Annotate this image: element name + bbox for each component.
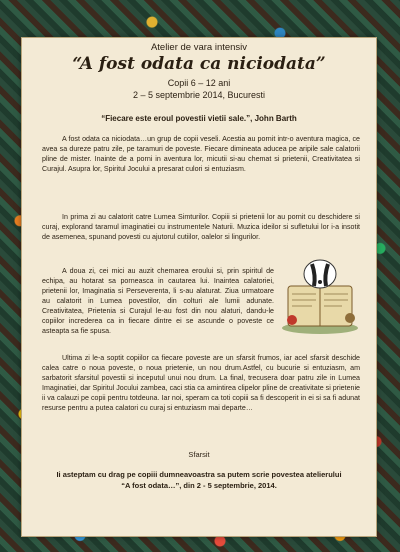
- closing-invitation: Ii asteptam cu drag pe copiii dumneavoastra sa putem scrie povestea atelierului “A fost odata…”, din 2 - 5 septembrie, 2014.: [56, 470, 342, 490]
- poster-title: “A fost odata ca niciodata”: [72, 54, 326, 74]
- poster-paper: [22, 38, 376, 536]
- story-paragraph-1: A fost odata ca niciodata…un grup de copii veseli. Acestia au pornit intr-o aventura magica, ce avea sa dureze patru zile, pe taramuri de poveste. Fiecare dimineata aducea pe aripile sale calatorii pline de mister. Inainte de a porni in aventura lor, micutii si-au chemat si prietenii, Creativitatea si Curajul. Asupra lor, Spiritul Jocului a presarat culori si entuziasm.: [42, 135, 360, 173]
- story-paragraph-3: A doua zi, cei mici au auzit chemarea eroului si, prin spiritul de echipa, au hotarat sa porneasca in cautarea lui. Inaintea calatoriei, prietenii lor, Imaginatia si Perseverenta, li s-au alaturat. Ziua urmatoare au calatorit in Lumea povestilor, din colturi ale lumii adunate. Creativitatea, Prietenia si Curajul le-au fost din nou alaturi, dandu-le copiilor increderea ca in fiecare dintre ei se ascunde o poveste ce asteapta sa fie spusa.: [42, 267, 274, 335]
- epigraph-quote: “Fiecare este eroul povestii vietii sale.”, John Barth: [101, 114, 297, 123]
- age-range: Copii 6 – 12 ani: [167, 78, 231, 88]
- story-paragraph-4: Ultima zi le-a soptit copiilor ca fiecare poveste are un sfarsit frumos, iar acel sfarsit deschide calea catre o noua poveste, o noua prietenie, un nou drum.Astfel, cu bucurie si entuziasm, am sarbatorit sfarsitul povestii si inceputul unui nou drum. La final, trecusera doar patru zile in Lumea Imaginatiei, dar Spiritul Jocului zambea, caci stia ca amintirea clipelor pline de creativitate si prietenie ii va calauzi pe copii pentru totdeuna. Iar noi, speram ca toti copiii sa fi descoperit in ei si sa fi adunat resurse pentru a putea calatori cu curaj si entuziasm mai departe…: [42, 354, 360, 412]
- event-dates: 2 – 5 septembrie 2014, Bucuresti: [132, 90, 266, 100]
- story-end: Sfarsit: [188, 450, 210, 459]
- story-paragraph-2: In prima zi au calatorit catre Lumea Simturilor. Copiii si prietenii lor au pornit cu deschidere si curaj, explorand taramul imaginatiei cu instrumentele Naturii. Muzica ideilor si sufletului lor i-a insotit de asemenea, spunand povesti cu ajutorul cutiilor, oalelor si lingurilor.: [42, 213, 360, 241]
- badger-reading-book-icon: [278, 256, 362, 336]
- workshop-subtitle: Atelier de vara intensiv: [150, 42, 248, 53]
